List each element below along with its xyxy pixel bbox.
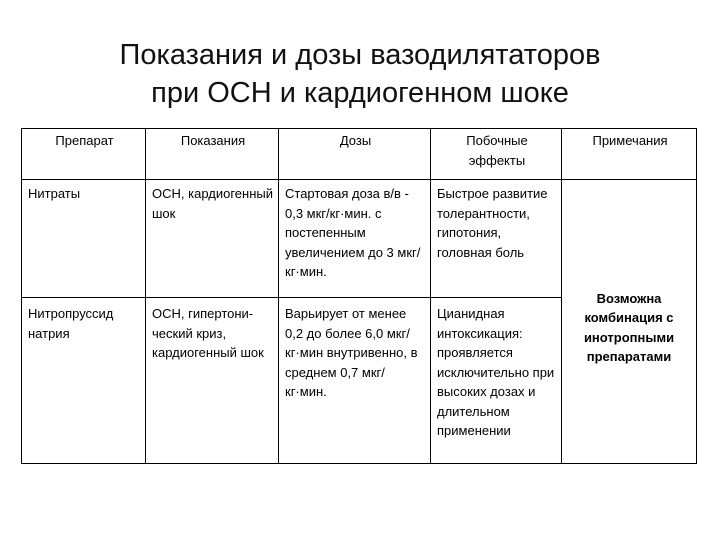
cell-indications: ОСН, кардиогенный шок [146, 180, 279, 298]
note-text: Возможна комбинация с инотропными препаратами [583, 290, 675, 364]
cell-doses: Стартовая доза в/в - 0,3 мкг/кг·мин. с постепенным увеличением до 3 мкг/кг·мин. [279, 180, 431, 298]
title-line-1: Показания и дозы вазодилятаторов [119, 39, 601, 71]
cell-indications: ОСН, гипертони-ческий криз, кардиогенный шок [146, 298, 279, 464]
table-header-row [22, 129, 697, 180]
cell-side-effects: Цианидная интоксикация: проявляется исключительно при высоких дозах и длительном применении [431, 298, 562, 464]
cell-doses: Варьирует от менее 0,2 до более 6,0 мкг/кг·мин внутривенно, в среднем 0,7 мкг/кг·мин. [279, 298, 431, 464]
cell-drug: Нитропруссид натрия [22, 298, 146, 464]
table-row [22, 180, 697, 298]
header-doses: Дозы [279, 129, 431, 180]
header-notes: Примечания [562, 129, 697, 180]
cell-drug: Нитраты [22, 180, 146, 298]
page-title [0, 36, 720, 112]
header-indications: Показания [146, 129, 279, 180]
cell-side-effects: Быстрое развитие толерантности, гипотония, головная боль [431, 180, 562, 298]
cell-note [562, 180, 697, 464]
title-line-2: при ОСН и кардиогенном шоке [151, 77, 569, 109]
header-side-effects: Побочные эффекты [431, 129, 562, 180]
header-drug: Препарат [22, 129, 146, 180]
vasodilators-table [21, 128, 697, 464]
